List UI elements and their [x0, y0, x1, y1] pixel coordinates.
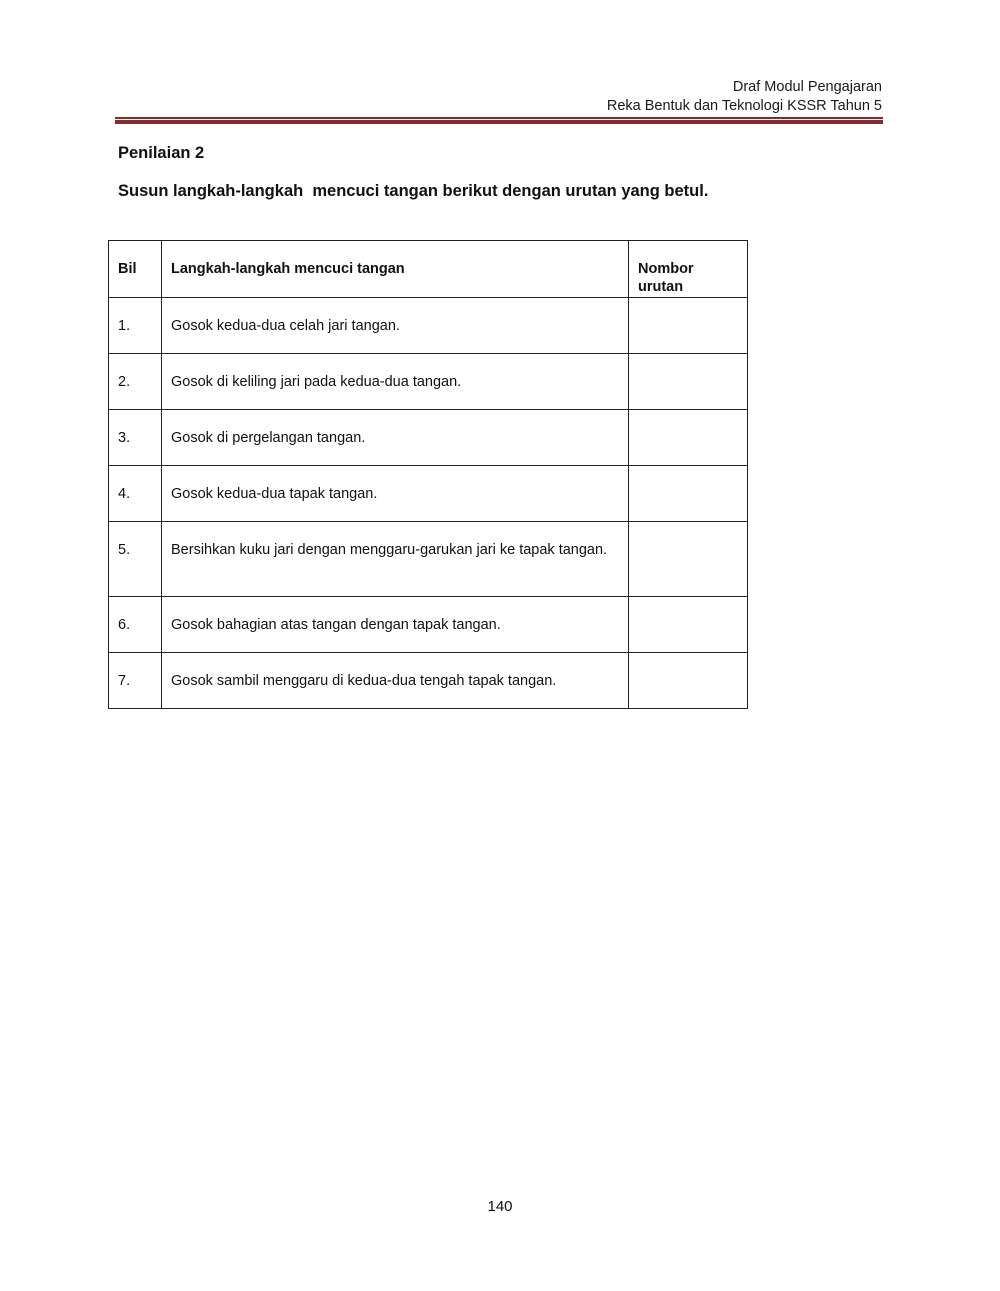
header-langkah: Langkah-langkah mencuci tangan	[162, 241, 629, 298]
table-row	[109, 522, 748, 597]
row-bil: 7.	[109, 653, 162, 709]
row-bil: 6.	[109, 597, 162, 653]
table-row	[109, 410, 748, 466]
order-answer-cell[interactable]	[629, 298, 748, 354]
row-step: Gosok kedua-dua tapak tangan.	[162, 466, 629, 522]
order-answer-cell[interactable]	[629, 653, 748, 709]
section-title: Penilaian 2	[118, 144, 205, 162]
order-answer-cell[interactable]	[629, 410, 748, 466]
header-line-2: Reka Bentuk dan Teknologi KSSR Tahun 5	[606, 98, 882, 114]
table-header-row	[109, 241, 748, 298]
row-step: Bersihkan kuku jari dengan menggaru-garukan jari ke tapak tangan.	[162, 522, 629, 597]
row-step: Gosok di keliling jari pada kedua-dua tangan.	[162, 354, 629, 410]
row-bil: 1.	[109, 298, 162, 354]
row-bil: 4.	[109, 466, 162, 522]
steps-table	[108, 240, 748, 709]
header-nombor-urutan	[629, 241, 748, 298]
page-number: 140	[487, 1198, 513, 1215]
order-answer-cell[interactable]	[629, 354, 748, 410]
document-header	[607, 78, 882, 116]
row-step: Gosok kedua-dua celah jari tangan.	[162, 298, 629, 354]
order-answer-cell[interactable]	[629, 466, 748, 522]
row-bil: 2.	[109, 354, 162, 410]
row-bil: 5.	[109, 522, 162, 597]
header-rule-thin	[115, 117, 883, 119]
header-nombor-line-1: Nombor	[638, 261, 694, 277]
header-nombor-line-2: urutan	[638, 279, 684, 295]
table-row	[109, 653, 748, 709]
table-row	[109, 298, 748, 354]
table-row	[109, 597, 748, 653]
row-bil: 3.	[109, 410, 162, 466]
header-line-1: Draf Modul Pengajaran	[732, 79, 882, 95]
row-step: Gosok bahagian atas tangan dengan tapak tangan.	[162, 597, 629, 653]
row-step: Gosok sambil menggaru di kedua-dua tengah tapak tangan.	[162, 653, 629, 709]
table-row	[109, 354, 748, 410]
header-rule-thick	[115, 120, 883, 124]
row-step: Gosok di pergelangan tangan.	[162, 410, 629, 466]
header-bil: Bil	[109, 241, 162, 298]
table-row	[109, 466, 748, 522]
order-answer-cell[interactable]	[629, 522, 748, 597]
order-answer-cell[interactable]	[629, 597, 748, 653]
instruction-text: Susun langkah-langkah mencuci tangan berikut dengan urutan yang betul.	[118, 182, 709, 200]
